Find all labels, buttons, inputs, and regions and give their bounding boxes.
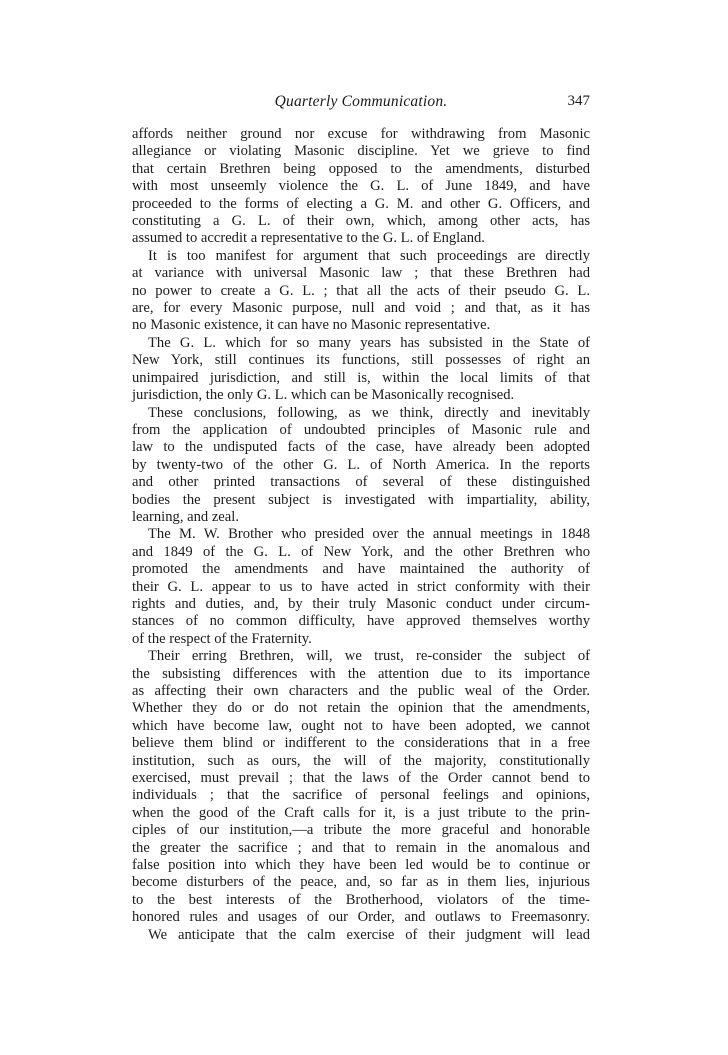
- text-line: and 1849 of the G. L. of New York, and the other Brethren who: [132, 543, 590, 560]
- text-line: learning, and zeal.: [132, 508, 239, 525]
- text-line: New York, still continues its functions, still possesses of right an: [132, 352, 590, 369]
- text-line: Whether they do or do not retain the opinion that the amendments,: [132, 700, 590, 717]
- text-line: of the respect of the Fraternity.: [132, 630, 312, 647]
- text-line: believe them blind or indifferent to the considerations that in a free: [132, 735, 590, 752]
- text-line: with most unseemly violence the G. L. of June 1849, and have: [132, 178, 590, 195]
- text-line: constituting a G. L. of their own, which, among other acts, has: [132, 213, 590, 230]
- text-line: affords neither ground nor excuse for withdrawing from Masonic: [132, 126, 590, 142]
- running-title: Quarterly Communication.: [274, 93, 448, 110]
- text-line: allegiance or violating Masonic discipline. Yet we grieve to find: [132, 143, 590, 160]
- text-line: assumed to accredit a representative to the G. L. of England.: [132, 230, 485, 247]
- text-line: at variance with universal Masonic law ; that these Brethren had: [132, 265, 590, 282]
- text-line: unimpaired jurisdiction, and still is, within the local limits of that: [132, 369, 590, 386]
- text-line: Their erring Brethren, will, we trust, re-consider the subject of: [148, 648, 590, 665]
- text-line: proceeded to the forms of electing a G. M. and other G. Officers, and: [132, 195, 590, 212]
- text-line: the subsisting differences with the attention due to its importance: [132, 665, 590, 682]
- text-line: The G. L. which for so many years has subsisted in the State of: [148, 334, 590, 351]
- text-line: that certain Brethren being opposed to the amendments, disturbed: [132, 160, 590, 177]
- page-number: 347: [567, 93, 590, 109]
- text-line: institution, such as ours, the will of the majority, constitutionally: [132, 752, 590, 769]
- text-line: individuals ; that the sacrifice of personal feelings and opinions,: [132, 787, 590, 804]
- text-line: no Masonic existence, it can have no Masonic representative.: [132, 317, 491, 334]
- text-line: The M. W. Brother who presided over the annual meetings in 1848: [148, 526, 590, 543]
- text-line: These conclusions, following, as we think, directly and inevitably: [148, 404, 590, 421]
- text-line: by twenty-two of the other G. L. of North America. In the reports: [132, 456, 590, 473]
- text-line: which have become law, ought not to have been adopted, we cannot: [132, 717, 590, 734]
- text-line: stances of no common difficulty, have approved themselves worthy: [132, 613, 590, 630]
- text-line: promoted the amendments and have maintained the authority of: [132, 561, 590, 578]
- text-line: honored rules and usages of our Order, and outlaws to Freemasonry.: [132, 909, 590, 926]
- text-line: ciples of our institution,—a tribute the more graceful and honorable: [132, 822, 590, 839]
- text-line: It is too manifest for argument that such proceedings are directly: [148, 247, 590, 264]
- text-line: the greater the sacrifice ; and that to remain in the anomalous and: [132, 839, 590, 856]
- text-line: their G. L. appear to us to have acted in strict conformity with their: [132, 578, 590, 595]
- text-line: exercised, must prevail ; that the laws of the Order cannot bend to: [132, 770, 590, 787]
- running-head: [132, 93, 590, 113]
- text-line: false position into which they have been led would be to continue or: [132, 857, 590, 874]
- text-line: to the best interests of the Brotherhood, violators of the time-: [132, 891, 590, 908]
- text-line: when the good of the Craft calls for it, is a just tribute to the prin-: [132, 804, 590, 821]
- text-line: are, for every Masonic purpose, null and void ; and that, as it has: [132, 300, 590, 317]
- text-line: as affecting their own characters and the public weal of the Order.: [132, 683, 590, 699]
- text-line: rights and duties, and, by their truly Masonic conduct under circum-: [132, 595, 590, 612]
- text-line: and other printed transactions of several of these distinguished: [132, 474, 590, 491]
- text-line: jurisdiction, the only G. L. which can be Masonically recognised.: [132, 387, 515, 404]
- text-line: bodies the present subject is investigated with impartiality, ability,: [132, 491, 590, 508]
- text-line: from the application of undoubted principles of Masonic rule and: [132, 421, 590, 438]
- text-line: We anticipate that the calm exercise of their judgment will lead: [148, 926, 590, 943]
- text-line: no power to create a G. L. ; that all the acts of their pseudo G. L.: [132, 282, 590, 299]
- text-line: become disturbers of the peace, and, so far as in them lies, injurious: [132, 874, 590, 891]
- text-line: law to the undisputed facts of the case, have already been adopted: [132, 439, 590, 456]
- body-text: [132, 126, 590, 944]
